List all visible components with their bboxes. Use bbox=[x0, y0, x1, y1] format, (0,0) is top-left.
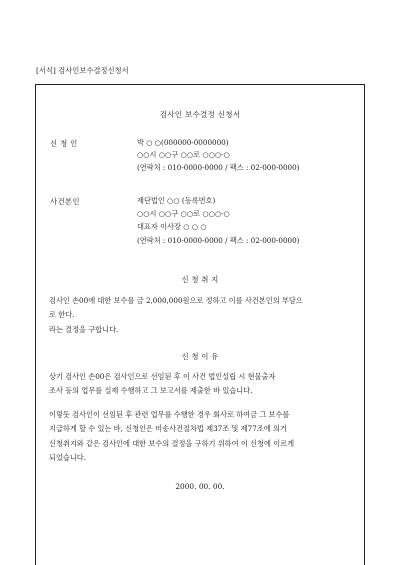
reasons-line: 신청취지와 같은 검사인에 대한 보수의 결정을 구하기 위하여 이 신청에 이르게 bbox=[49, 439, 295, 448]
document-frame bbox=[35, 84, 365, 565]
reasons-heading: 신 청 이 유 bbox=[181, 352, 219, 361]
applicant-label: 신 청 인 bbox=[50, 139, 78, 148]
reasons-line: 되었습니다. bbox=[49, 453, 87, 462]
document-date: 2000. 00. 00. bbox=[175, 482, 225, 491]
purpose-heading: 신 청 취 지 bbox=[181, 275, 219, 284]
reasons-line: 이렇듯 검사인이 선임된 후 관련 업무를 수행한 경우 회사로 하여금 그 보수를 bbox=[49, 410, 290, 419]
principal-name: 재단법인 ○○ (등록번호) bbox=[137, 196, 216, 205]
applicant-address: ○○시 ○○구 ○○로 ○○○-○ bbox=[137, 150, 230, 159]
principal-contact: (연락처 : 010-0000-0000 / 팩스 : 02-000-0000) bbox=[137, 236, 300, 245]
document-title: 검사인 보수결정 신청서 bbox=[159, 110, 241, 119]
purpose-line: 검사인 손00에 대한 보수를 금 2,000,000원으로 정하고 이를 사건본인의 부담으 bbox=[49, 296, 303, 305]
purpose-line: 로 한다. bbox=[49, 310, 75, 319]
reasons-line: 지급하게 할 수 있는 바, 신청인은 비송사건절차법 제37조 및 제77조에 의거 bbox=[49, 424, 287, 433]
reasons-line: 조사 등의 업무를 실제 수행하고 그 보고서를 제출한 바 있습니다. bbox=[49, 386, 253, 395]
applicant-name: 박 ○ ○(000000-0000000) bbox=[137, 138, 229, 147]
principal-representative: 대표자 이사장 ○ ○ ○ bbox=[137, 222, 207, 231]
purpose-line: 라는 결정을 구합니다. bbox=[49, 325, 119, 334]
form-label: [서식] 검사인보수결정신청서 bbox=[36, 66, 129, 75]
reasons-line: 상기 검사인 손00은 검사인으로 선임된 후 이 사건 법인설립 시 현물출자 bbox=[49, 372, 276, 381]
principal-label: 사건본인 bbox=[50, 197, 80, 206]
applicant-contact: (연락처 : 010-0000-0000 / 팩스 : 02-000-0000) bbox=[137, 163, 300, 172]
principal-address: ○○시 ○○구 ○○로 ○○○-○ bbox=[137, 209, 230, 218]
